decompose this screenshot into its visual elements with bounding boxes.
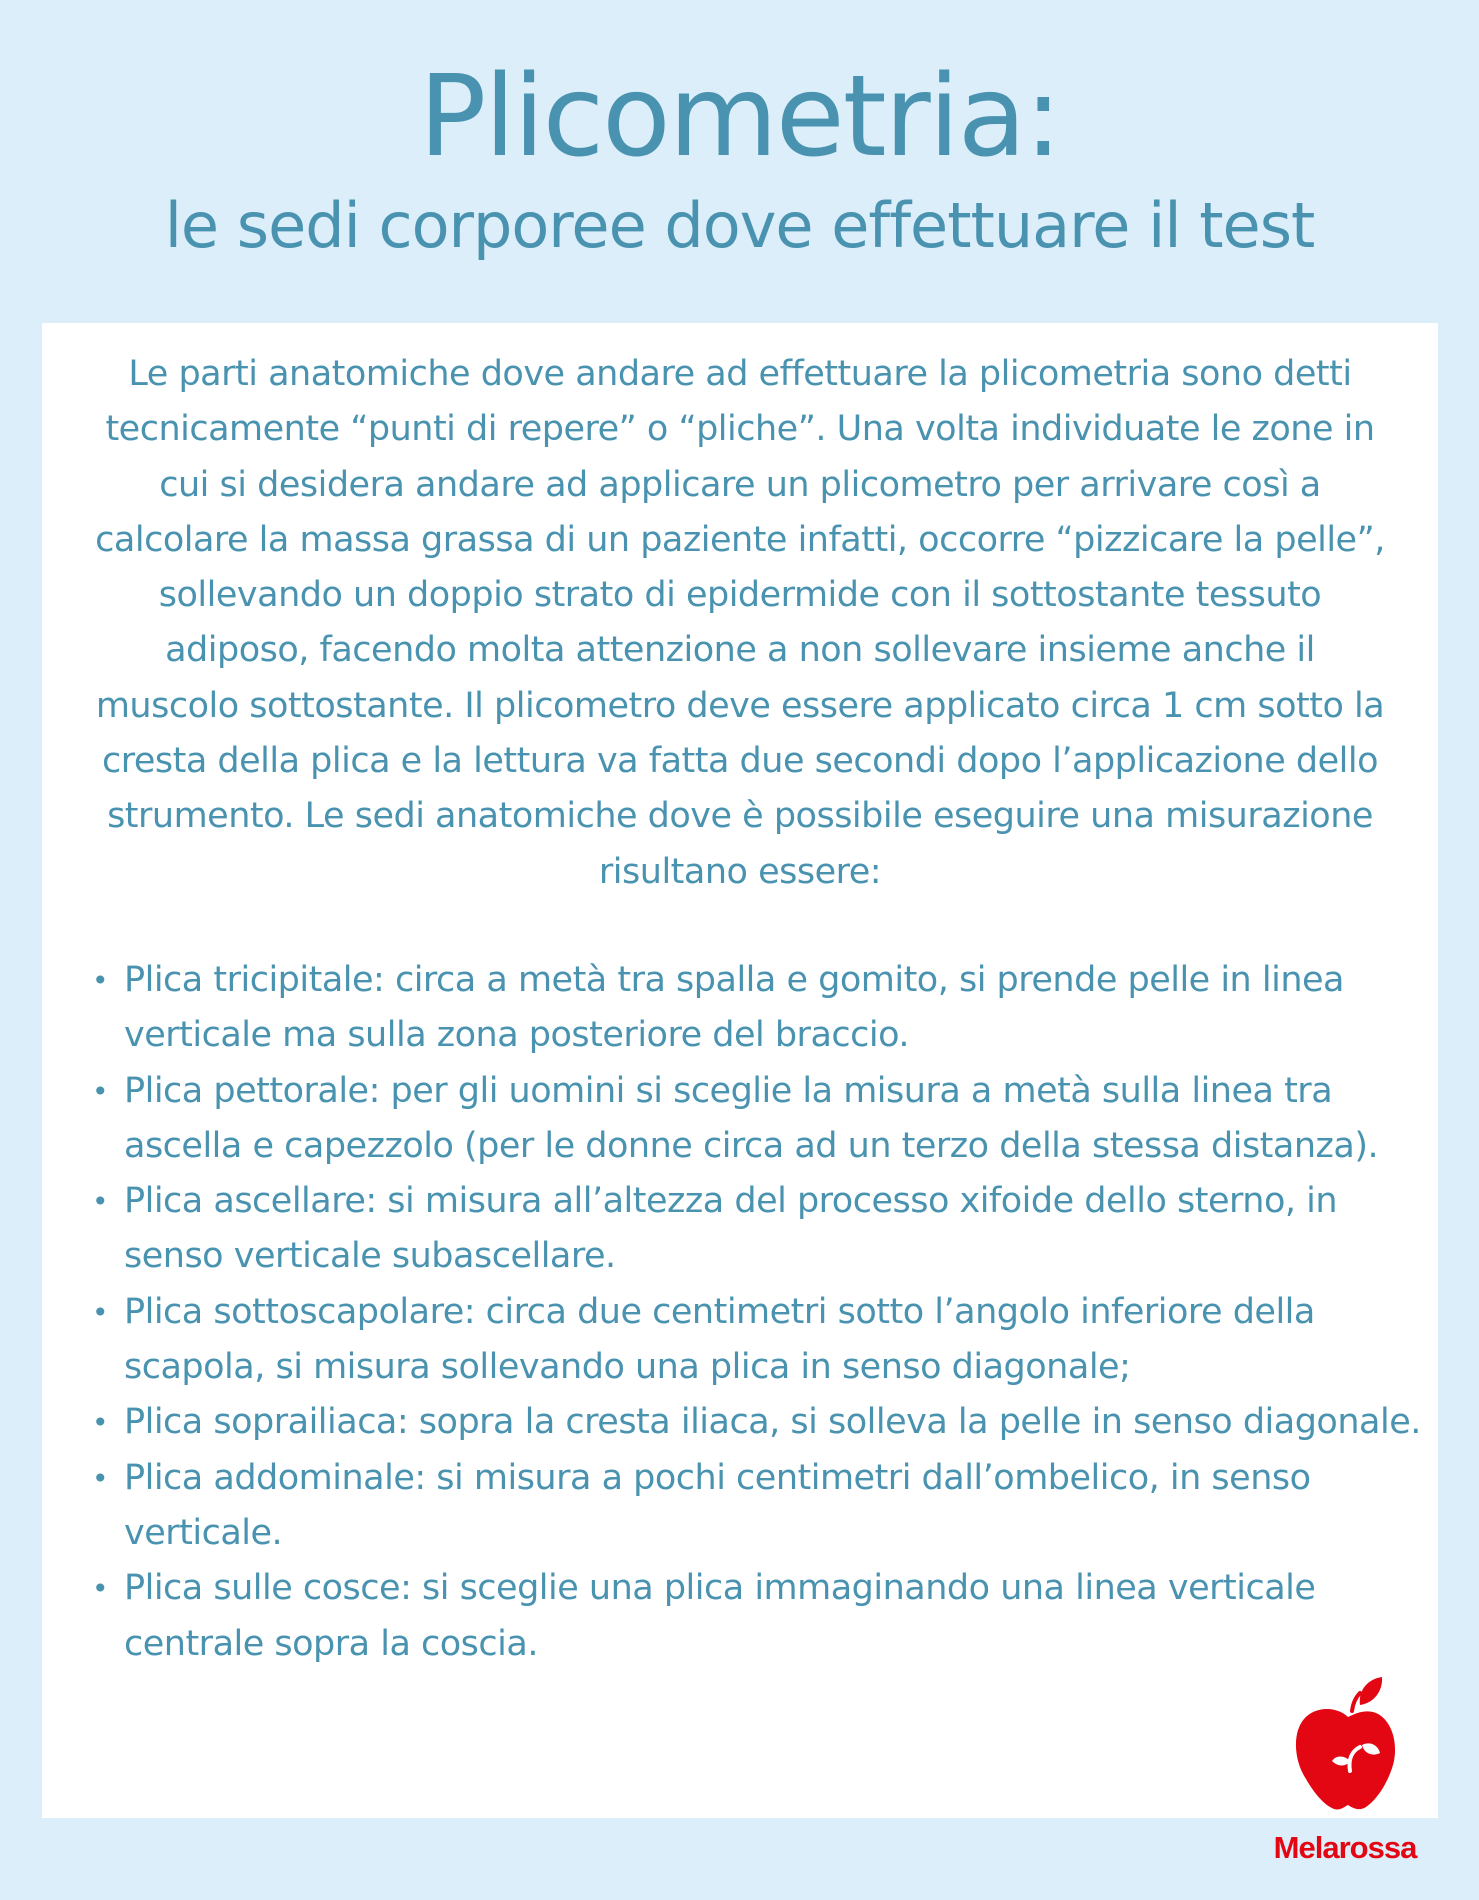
page-title: Plicometria: [418, 52, 1061, 182]
brand-logo [1255, 1675, 1435, 1875]
list-item-text: Plica tricipitale: circa a metà tra spalla e gomito, si prende pelle in linea verticale ma sulla zona posteriore del braccio. [124, 960, 1344, 1056]
bullet-icon: • [92, 1461, 109, 1495]
brand-name: Melarossa [1273, 1830, 1417, 1865]
list-item-text: Plica soprailiaca: sopra la cresta iliaca, si solleva la pelle in senso diagonale. [124, 1402, 1421, 1443]
list-item [92, 1561, 1422, 1672]
bullet-icon: • [92, 1295, 109, 1329]
intro-paragraph: Le parti anatomiche dove andare ad effettuare la plicometria sono detti tecnicamente “punti di repere” o “pliche”. Una volta individuate le zone in cui si desidera andare ad applicare un plicometro per arrivare così a calcolare la massa grassa di un paziente infatti, occorre “pizzicare la pelle”, sollevando un doppio strato di epidermide con il sottostante tessuto adiposo, facendo molta attenzione a non sollevare insieme anche il muscolo sottostante. Il plicometro deve essere applicato circa 1 cm sotto la cresta della plica e la lettura va fatta due secondi dopo l’applicazione dello strumento. Le sedi anatomiche dove è possibile eseguire una misurazione risultano essere: [95, 354, 1385, 892]
list-item-text: Plica sulle cosce: si sceglie una plica immaginando una linea verticale centrale sopra la coscia. [124, 1568, 1316, 1664]
list-item [92, 1285, 1422, 1396]
list-item-text: Plica addominale: si misura a pochi centimetri dall’ombelico, in senso verticale. [124, 1457, 1311, 1553]
bullet-icon: • [92, 1406, 109, 1440]
list-item [92, 1174, 1422, 1285]
list-item [92, 1395, 1422, 1450]
content-card [42, 323, 1438, 1818]
list-item-text: Plica ascellare: si misura all’altezza del processo xifoide dello sterno, in senso verticale subascellare. [124, 1181, 1338, 1277]
bullet-icon: • [92, 1572, 109, 1606]
list-item-text: Plica sottoscapolare: circa due centimetri sotto l’angolo inferiore della scapola, si misura sollevando una plica in senso diagonale; [124, 1291, 1315, 1388]
apple-icon [1290, 1675, 1400, 1815]
list-item-text: Plica pettorale: per gli uomini si sceglie la misura a metà sulla linea tra ascella e capezzolo (per le donne circa ad un terzo della stessa distanza). [124, 1070, 1379, 1166]
list-item [92, 953, 1422, 1064]
plica-list [92, 953, 1422, 1672]
bullet-icon: • [92, 964, 109, 997]
list-item [92, 1451, 1422, 1562]
page-subtitle: le sedi corporee dove effettuare il test [164, 189, 1315, 262]
list-item [92, 1064, 1422, 1175]
bullet-icon: • [92, 1185, 109, 1219]
bullet-icon: • [92, 1074, 109, 1108]
